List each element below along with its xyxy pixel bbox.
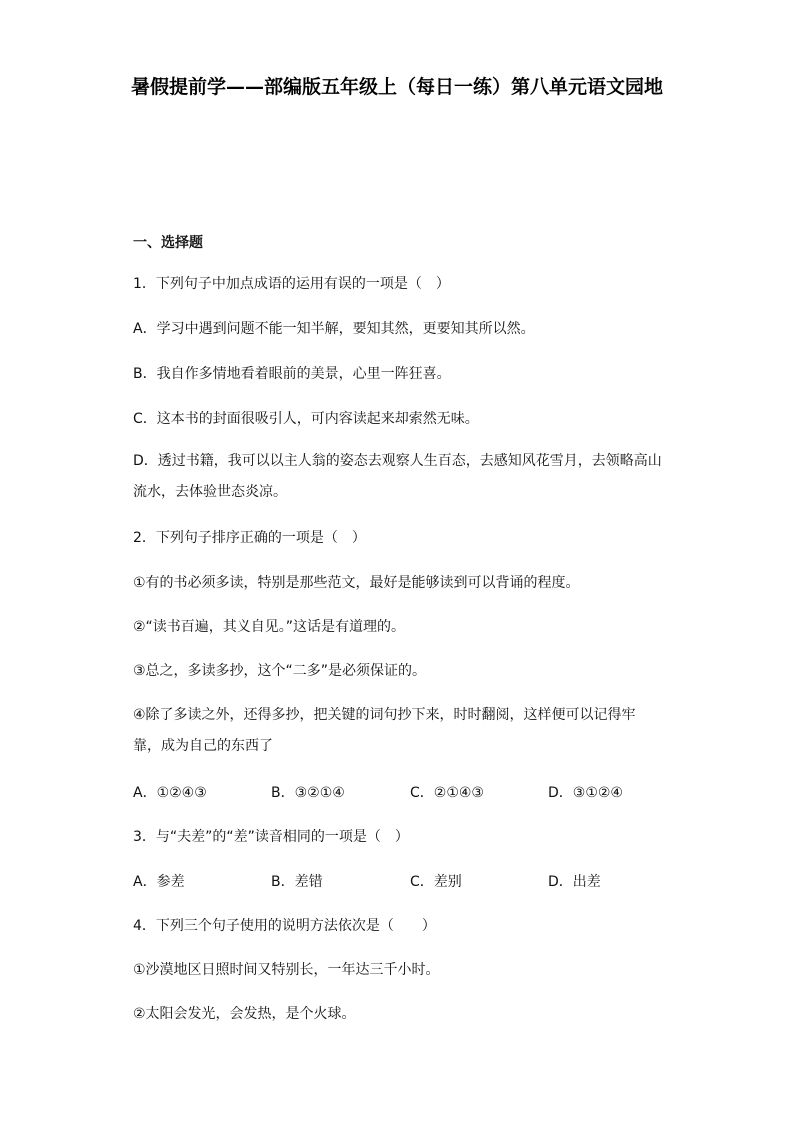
question-3-option-a: A．参差 [133,874,185,890]
question-3-stem: 3．与“夫差”的“差”读音相同的一项是（ ） [133,829,409,845]
question-2-sentence-1: ①有的书必须多读，特别是那些范文，最好是能够读到可以背诵的程度。 [133,575,580,591]
question-2-option-a: A．①②④③ [133,785,207,801]
question-1-option-a: A．学习中遇到问题不能一知半解，要知其然，更要知其所以然。 [133,321,535,337]
question-4-sentence-2: ②太阳会发光，会发热，是个火球。 [133,1006,356,1022]
question-2-option-b: B．③②①④ [271,785,345,801]
question-2-options [133,782,693,804]
question-2-stem: 2．下列句子排序正确的一项是（ ） [133,530,366,546]
section-heading: 一、选择题 [133,235,203,251]
question-3-option-d: D．出差 [548,874,601,890]
question-1-option-b: B．我自作多情地看着眼前的美景，心里一阵狂喜。 [133,366,451,382]
document-title: 暑假提前学——部编版五年级上（每日一练）第八单元语文园地 [130,76,663,98]
question-3-options [133,871,693,893]
question-2-sentence-2: ②“读书百遍，其义自见。”这话是有道理的。 [133,619,406,635]
question-3-option-b: B．差错 [271,874,323,890]
question-1-option-c: C．这本书的封面很吸引人，可内容读起来却索然无味。 [133,411,479,427]
question-1-stem: 1．下列句子中加点成语的运用有误的一项是（ ） [133,276,450,292]
question-4-stem: 4．下列三个句子使用的说明方法依次是（ ） [133,918,436,934]
question-2-sentence-3: ③总之，多读多抄，这个“二多”是必须保证的。 [133,663,427,679]
question-2-sentence-4: ④除了多读之外，还得多抄，把关键的词句抄下来，时时翻阅，这样便可以记得牢靠，成为自己的东西了 [133,707,636,754]
question-2-option-d: D．③①②④ [548,785,623,801]
question-3-option-c: C．差别 [410,874,462,890]
question-4-sentence-1: ①沙漠地区日照时间又特别长，一年达三千小时。 [133,962,440,978]
question-1-option-d: D．透过书籍，我可以以主人翁的姿态去观察人生百态，去感知风花雪月，去领略高山流水，去体验世态炎凉。 [133,453,662,500]
question-2-option-c: C．②①④③ [410,785,484,801]
